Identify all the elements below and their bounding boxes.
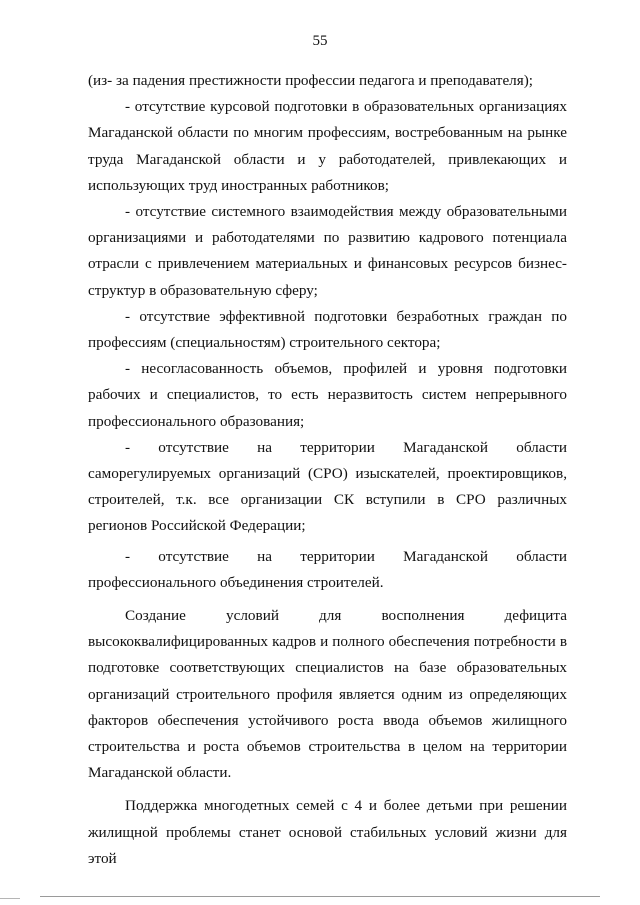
- scan-edge-mark: [0, 898, 20, 899]
- paragraph: (из- за падения престижности профессии педагога и преподавателя);: [88, 72, 534, 89]
- paragraph: Поддержка многодетных семей с 4 и более детьми при решении жилищной проблемы станет основой стабильных условий жизни для этой: [88, 797, 567, 867]
- scan-bottom-line: [40, 896, 600, 897]
- paragraph: Создание условий для восполнения дефицита высококвалифицированных кадров и полного обеспечения потребности в подготовке соответствующих специалистов на базе образовательных организаций строительного профиля является одним из определяющих факторов обеспечения устойчивого роста ввода объемов жилищного строительства и роста объемов строительства в целом на территории Магаданской области.: [88, 607, 567, 782]
- paragraph: - отсутствие на территории Магаданской области саморегулируемых организаций (СРО) изыскателей, проектировщиков, строителей, т.к. все организации СК вступили в СРО различных регионов Российской Федерации;: [88, 438, 567, 535]
- paragraph: - отсутствие эффективной подготовки безработных граждан по профессиям (специальностям) строительного сектора;: [88, 307, 567, 352]
- paragraph: - отсутствие на территории Магаданской области профессионального объединения строителей.: [88, 547, 567, 591]
- paragraph: - отсутствие системного взаимодействия между образовательными организациями и работодателями по развитию кадрового потенциала отрасли с привлечением материальных и финансовых ресурсов бизнес-структур в образовательную сферу;: [88, 203, 567, 299]
- paragraph: - отсутствие курсовой подготовки в образовательных организациях Магаданской области по многим профессиям, востребованным на рынке труда Магаданской области и у работодателей, привлекающих и использующих труд иностранных работников;: [88, 98, 567, 194]
- paragraph: - несогласованность объемов, профилей и уровня подготовки рабочих и специалистов, то есть неразвитость систем непрерывного профессионального образования;: [88, 360, 567, 430]
- page-number: 55: [312, 33, 328, 49]
- document-body: [88, 68, 567, 872]
